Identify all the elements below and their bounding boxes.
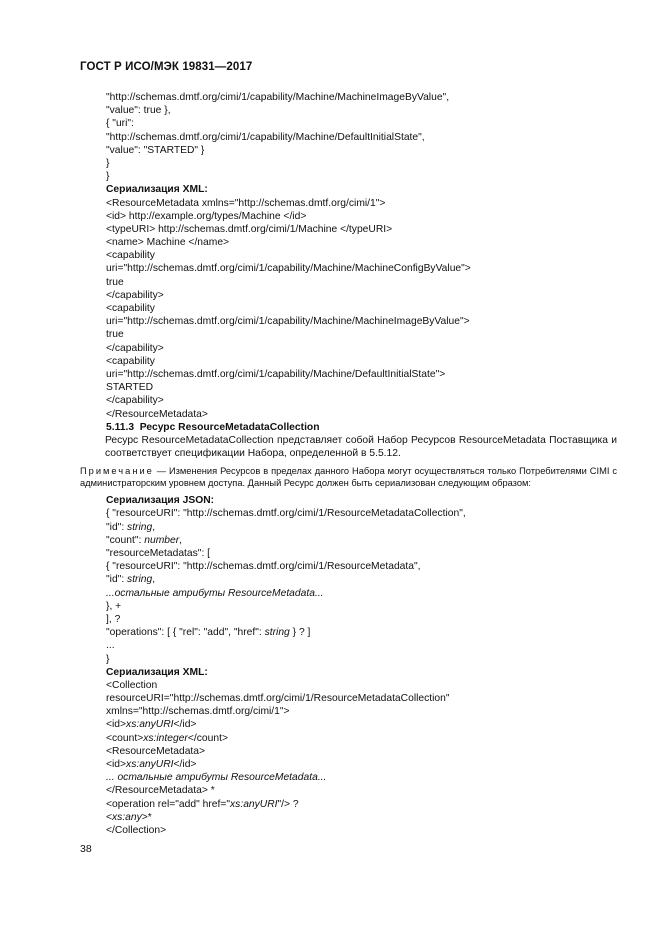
code-line: } <box>106 157 110 169</box>
code-line: </capability> <box>106 289 164 301</box>
json-heading: Сериализация JSON: <box>106 495 215 507</box>
code-line: true <box>106 329 124 341</box>
code-line: </capability> <box>106 395 164 407</box>
code-line: ... остальные атрибуты ResourceMetadata... <box>106 772 327 784</box>
code-line: resourceURI="http://schemas.dmtf.org/cimi/1/ResourceMetadataCollection" <box>106 693 450 705</box>
json-serialization <box>106 494 618 665</box>
code-line: xmlns="http://schemas.dmtf.org/cimi/1"> <box>106 706 290 718</box>
code-line: uri="http://schemas.dmtf.org/cimi/1/capability/Machine/DefaultInitialState"> <box>106 368 446 380</box>
code-line: ], ? <box>106 613 121 625</box>
code-line: <id>xs:anyURI</id> <box>106 759 197 771</box>
code-line: "id": string, <box>106 574 156 586</box>
code-line: "count": number, <box>106 534 183 546</box>
code-line: <operation rel="add" href="xs:anyURI"/> ? <box>106 798 299 810</box>
xml-serialization-2 <box>106 666 618 837</box>
code-line: "operations": [ { "rel": "add", "href": string } ? ] <box>106 627 311 639</box>
xml-heading: Сериализация XML: <box>106 666 208 678</box>
code-line: ...остальные атрибуты ResourceMetadata... <box>106 587 324 599</box>
page-content <box>80 91 618 837</box>
code-line: </ResourceMetadata> * <box>106 785 215 797</box>
json-block-continued <box>106 91 618 183</box>
code-line: <xs:any>* <box>106 811 152 823</box>
note-label: Примечание <box>80 466 154 477</box>
note-text: — Изменения Ресурсов в пределах данного Набора могут осуществляться только Потребителями CIMI с администраторским уровнем доступа. Данный Ресурс должен быть сериализован следующим образом: <box>80 466 617 489</box>
code-line: "id": string, <box>106 521 156 533</box>
code-line: { "resourceURI": "http://schemas.dmtf.org/cimi/1/ResourceMetadata", <box>106 561 421 573</box>
code-line: <name> Machine </name> <box>106 237 230 249</box>
code-line: "value": true }, <box>106 105 171 117</box>
section-heading: 5.11.3 Ресурс ResourceMetadataCollection <box>106 421 320 433</box>
note <box>80 465 617 489</box>
code-line: <id> http://example.org/types/Machine </id> <box>106 210 307 222</box>
code-line: uri="http://schemas.dmtf.org/cimi/1/capability/Machine/MachineImageByValue"> <box>106 316 470 328</box>
code-line: <Collection <box>106 679 158 691</box>
code-line: { "uri": <box>106 118 134 130</box>
code-line: "resourceMetadatas": [ <box>106 548 211 560</box>
code-line: </ResourceMetadata> <box>106 408 208 420</box>
code-line: } <box>106 171 110 183</box>
code-line: uri="http://schemas.dmtf.org/cimi/1/capability/Machine/MachineConfigByValue"> <box>106 263 471 275</box>
section-paragraph: Ресурс ResourceMetadataCollection представляет собой Набор Ресурсов ResourceMetadata Поставщика и соответствует спецификации Набора, определенной в 5.5.12. <box>105 434 617 460</box>
code-line: <ResourceMetadata> <box>106 745 206 757</box>
xml-serialization-1 <box>106 183 618 420</box>
section-5-11-3 <box>80 421 618 490</box>
xml-heading: Сериализация XML: <box>106 184 208 196</box>
code-line: "value": "STARTED" } <box>106 144 205 156</box>
code-line: <typeURI> http://schemas.dmtf.org/cimi/1/Machine </typeURI> <box>106 223 393 235</box>
code-line: } <box>106 653 110 665</box>
code-line: </capability> <box>106 342 164 354</box>
code-line: <capability <box>106 355 155 367</box>
code-line: { "resourceURI": "http://schemas.dmtf.org/cimi/1/ResourceMetadataCollection", <box>106 508 466 520</box>
page-number: 38 <box>80 843 92 855</box>
code-line: STARTED <box>106 382 154 394</box>
code-line: </Collection> <box>106 824 167 836</box>
code-line: <count>xs:integer</count> <box>106 732 228 744</box>
code-line: true <box>106 276 124 288</box>
code-line: }, + <box>106 600 122 612</box>
page-header: ГОСТ Р ИСО/МЭК 19831—2017 <box>80 61 253 73</box>
code-line: <capability <box>106 250 155 262</box>
code-line: <capability <box>106 303 155 314</box>
code-line: <id>xs:anyURI</id> <box>106 719 197 731</box>
code-line: ... <box>106 640 115 652</box>
code-line: "http://schemas.dmtf.org/cimi/1/capability/Machine/MachineImageByValue", <box>106 92 450 103</box>
code-line: "http://schemas.dmtf.org/cimi/1/capability/Machine/DefaultInitialState", <box>106 131 425 143</box>
code-line: <ResourceMetadata xmlns="http://schemas.dmtf.org/cimi/1"> <box>106 197 386 209</box>
